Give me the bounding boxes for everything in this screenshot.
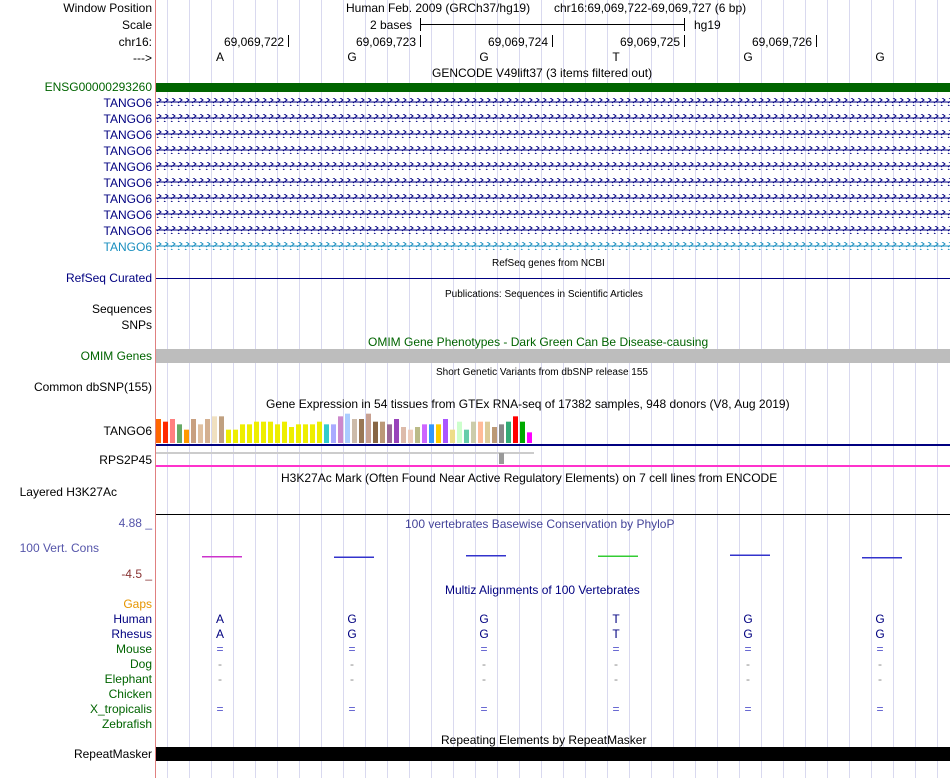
gtex-tissue-bar bbox=[401, 427, 406, 443]
alignment-base: - bbox=[350, 657, 354, 671]
alignment-base: = bbox=[876, 642, 884, 656]
gtex-tissue-bar bbox=[331, 424, 336, 443]
rps2p45-label[interactable]: RPS2P45 bbox=[99, 453, 152, 467]
tango6-label[interactable]: TANGO6 bbox=[103, 144, 152, 158]
gtex-tissue-bar bbox=[450, 430, 455, 443]
gtex-tissue-bar bbox=[177, 424, 182, 443]
gtex-tissue-bar bbox=[317, 422, 322, 443]
h3k27ac-track-title: H3K27Ac Mark (Often Found Near Active Regulatory Elements) on 7 cell lines from ENCODE bbox=[281, 471, 778, 485]
alignment-base: - bbox=[614, 657, 618, 671]
alignment-base: - bbox=[218, 672, 222, 686]
tango6-gene-line bbox=[156, 444, 950, 446]
rps-gene-bg bbox=[156, 452, 534, 454]
gtex-tissue-bar bbox=[282, 422, 287, 443]
chrom-label: chr16: bbox=[118, 35, 152, 49]
coordinate-tick bbox=[684, 35, 685, 47]
gtex-tissue-bar bbox=[303, 424, 308, 443]
omim-genes-label[interactable]: OMIM Genes bbox=[80, 349, 152, 363]
position-title: chr16:69,069,722-69,069,727 (6 bp) bbox=[554, 1, 747, 15]
species-label: Elephant bbox=[104, 672, 152, 686]
phylop-score-mark bbox=[334, 557, 374, 559]
alignment-base: = bbox=[744, 702, 752, 716]
rps2p45-gene-line bbox=[156, 465, 950, 467]
gtex-tissue-bar bbox=[205, 419, 210, 443]
omim-gene-bar[interactable] bbox=[156, 349, 950, 363]
cons-min-label: -4.5 _ bbox=[121, 567, 152, 581]
gtex-tissue-bar bbox=[373, 422, 378, 443]
phylop-conservation-plot[interactable] bbox=[156, 530, 950, 580]
gtex-tissue-bar bbox=[485, 422, 490, 443]
gtex-tissue-bar bbox=[429, 424, 434, 443]
gtex-tissue-bar bbox=[191, 419, 196, 443]
snps-label[interactable]: SNPs bbox=[121, 318, 152, 332]
coordinate-tick bbox=[816, 35, 817, 47]
scale-label: Scale bbox=[121, 18, 152, 32]
alignment-base: - bbox=[746, 657, 750, 671]
rps-expression-bar bbox=[499, 453, 504, 464]
gtex-tissue-bar bbox=[219, 416, 224, 443]
scale-bar bbox=[420, 24, 685, 25]
alignment-base: - bbox=[878, 657, 882, 671]
gtex-tissue-bar bbox=[408, 430, 413, 443]
sequence-base: G bbox=[479, 50, 489, 64]
sequence-base: G bbox=[347, 50, 357, 64]
tango6-label[interactable]: TANGO6 bbox=[103, 208, 152, 222]
alignment-base: T bbox=[612, 612, 620, 626]
gtex-tissue-bar bbox=[226, 430, 231, 443]
gtex-tissue-bar bbox=[338, 416, 343, 443]
gtex-tissue-bar bbox=[415, 427, 420, 443]
tango6-label[interactable]: TANGO6 bbox=[103, 112, 152, 126]
cons-max-label: 4.88 _ bbox=[118, 516, 152, 530]
phylop-score-mark bbox=[862, 557, 902, 559]
species-label: Zebrafish bbox=[101, 717, 152, 731]
gtex-tissue-bar bbox=[170, 419, 175, 443]
gtex-tissue-bar bbox=[352, 419, 357, 443]
tango6-transcript-line bbox=[156, 198, 950, 199]
refseq-line[interactable] bbox=[156, 278, 950, 279]
phylop-score-mark bbox=[466, 555, 506, 557]
coordinate-label: 69,069,725 bbox=[619, 35, 680, 49]
alignment-base: - bbox=[482, 657, 486, 671]
gtex-tissue-bar bbox=[198, 424, 203, 443]
species-label: Chicken bbox=[108, 687, 152, 701]
ensg-gene-label[interactable]: ENSG00000293260 bbox=[44, 80, 152, 94]
refseq-curated-label[interactable]: RefSeq Curated bbox=[65, 271, 152, 285]
ensg-gene-bar[interactable] bbox=[156, 83, 950, 92]
sequences-label[interactable]: Sequences bbox=[91, 302, 152, 316]
gtex-tissue-bar bbox=[184, 430, 189, 443]
gtex-tissue-bar bbox=[156, 419, 161, 443]
common-dbsnp-label[interactable]: Common dbSNP(155) bbox=[33, 380, 152, 394]
gtex-tissue-bar bbox=[506, 422, 511, 443]
phylop-score-mark bbox=[730, 555, 770, 557]
tango6-transcript-line bbox=[156, 182, 950, 183]
gtex-tissue-bar bbox=[492, 427, 497, 443]
alignment-base: T bbox=[612, 627, 620, 641]
alignment-base: - bbox=[614, 672, 618, 686]
coordinate-tick bbox=[288, 35, 289, 47]
alignment-base: G bbox=[347, 612, 357, 626]
alignment-base: - bbox=[878, 672, 882, 686]
alignment-base: G bbox=[875, 612, 885, 626]
repeatmasker-track-title: Repeating Elements by RepeatMasker bbox=[441, 733, 647, 747]
phylop-score-mark bbox=[598, 556, 638, 558]
coordinate-label: 69,069,724 bbox=[487, 35, 548, 49]
gtex-tissue-bar bbox=[268, 422, 273, 443]
tango6-transcript-line bbox=[156, 166, 950, 167]
tango6-label[interactable]: TANGO6 bbox=[103, 224, 152, 238]
scale-bar-tick-right bbox=[684, 18, 685, 31]
alignment-base: - bbox=[218, 657, 222, 671]
scale-bar-tick-left bbox=[420, 18, 421, 31]
alignment-base: = bbox=[216, 642, 224, 656]
gtex-tissue-bar bbox=[380, 422, 385, 443]
tango6-transcript-line bbox=[156, 102, 950, 103]
phylop-track-title: 100 vertebrates Basewise Conservation by PhyloP bbox=[405, 517, 675, 531]
vert-cons-label[interactable]: 100 Vert. Cons bbox=[19, 541, 99, 555]
window-position-label: Window Position bbox=[63, 1, 152, 15]
alignment-base: G bbox=[479, 627, 489, 641]
species-label: Rhesus bbox=[111, 627, 152, 641]
gencode-track-title: GENCODE V49lift37 (3 items filtered out) bbox=[432, 66, 653, 80]
gtex-tissue-bar bbox=[464, 430, 469, 443]
alignment-base: G bbox=[347, 627, 357, 641]
gaps-label: Gaps bbox=[123, 597, 152, 611]
tango6-label[interactable]: TANGO6 bbox=[103, 128, 152, 142]
tango6-transcript-line bbox=[156, 150, 950, 151]
gtex-tissue-bar bbox=[394, 419, 399, 443]
gtex-tissue-bar bbox=[240, 424, 245, 443]
refseq-track-title: RefSeq genes from NCBI bbox=[492, 258, 605, 269]
tango6-transcript-line bbox=[156, 230, 950, 231]
tango6-label[interactable]: TANGO6 bbox=[103, 176, 152, 190]
dbsnp-track-title: Short Genetic Variants from dbSNP release 155 bbox=[436, 367, 648, 378]
omim-track-title: OMIM Gene Phenotypes - Dark Green Can Be Disease-causing bbox=[368, 335, 709, 349]
gtex-tissue-bar bbox=[261, 422, 266, 443]
sequence-base: T bbox=[612, 50, 620, 64]
alignment-base: G bbox=[743, 627, 753, 641]
coordinate-label: 69,069,726 bbox=[751, 35, 812, 49]
alignment-base: G bbox=[875, 627, 885, 641]
alignment-base: = bbox=[348, 642, 356, 656]
gtex-tissue-bar bbox=[324, 424, 329, 443]
gtex-tissue-bar bbox=[436, 424, 441, 443]
alignment-base: G bbox=[743, 612, 753, 626]
species-label: X_tropicalis bbox=[89, 702, 152, 716]
alignment-base: = bbox=[480, 702, 488, 716]
alignment-base: = bbox=[876, 702, 884, 716]
gtex-tissue-bar bbox=[422, 424, 427, 443]
track-image[interactable] bbox=[156, 0, 950, 778]
sequence-base: G bbox=[875, 50, 885, 64]
phylop-score-mark bbox=[202, 556, 242, 558]
gtex-tissue-bar bbox=[296, 424, 301, 443]
species-label: Dog bbox=[129, 657, 152, 671]
tango6-label[interactable]: TANGO6 bbox=[103, 240, 152, 254]
sequence-base: G bbox=[743, 50, 753, 64]
gtex-tissue-bar bbox=[310, 424, 315, 443]
multiz-track-title: Multiz Alignments of 100 Vertebrates bbox=[445, 583, 640, 597]
gtex-tissue-bar bbox=[289, 427, 294, 443]
alignment-base: - bbox=[350, 672, 354, 686]
alignment-base: G bbox=[479, 612, 489, 626]
tango6-label[interactable]: TANGO6 bbox=[103, 192, 152, 206]
publications-track-title: Publications: Sequences in Scientific Articles bbox=[445, 289, 643, 300]
assembly-db-label: hg19 bbox=[694, 18, 721, 32]
gtex-tissue-bar bbox=[513, 416, 518, 443]
gtex-track-title: Gene Expression in 54 tissues from GTEx RNA-seq of 17382 samples, 948 donors (V8, Aug 2019) bbox=[266, 397, 790, 411]
tango6-transcripts[interactable] bbox=[156, 96, 950, 256]
coordinate-tick bbox=[420, 35, 421, 47]
species-label: Mouse bbox=[115, 642, 152, 656]
alignment-base: = bbox=[348, 702, 356, 716]
tango6-label[interactable]: TANGO6 bbox=[103, 160, 152, 174]
gtex-tissue-bar bbox=[499, 424, 504, 443]
gtex-tissue-bar bbox=[247, 424, 252, 443]
alignment-base: A bbox=[215, 627, 224, 641]
gtex-tissue-bar bbox=[478, 422, 483, 443]
alignment-base: - bbox=[482, 672, 486, 686]
scale-bar-label: 2 bases bbox=[370, 18, 413, 32]
assembly-title: Human Feb. 2009 (GRCh37/hg19) bbox=[346, 1, 531, 15]
repeatmasker-bar[interactable] bbox=[156, 747, 950, 761]
species-label: Human bbox=[113, 612, 152, 626]
tango6-transcript-line bbox=[156, 134, 950, 135]
gtex-tissue-bar bbox=[520, 422, 525, 443]
strand-arrow-label: ---> bbox=[133, 51, 152, 65]
gtex-tissue-bar bbox=[471, 422, 476, 443]
alignment-base: A bbox=[215, 612, 224, 626]
tango6-transcript-line bbox=[156, 118, 950, 119]
tango6-transcript-line bbox=[156, 246, 950, 247]
gtex-tissue-bar bbox=[366, 414, 371, 443]
alignment-base: = bbox=[612, 642, 620, 656]
gtex-tissue-bar bbox=[163, 422, 168, 443]
alignment-base: = bbox=[480, 642, 488, 656]
gtex-tissue-bar bbox=[527, 432, 532, 443]
h3k27ac-baseline bbox=[156, 514, 950, 515]
gtex-tissue-bar bbox=[359, 419, 364, 443]
gtex-tissue-bar bbox=[443, 419, 448, 443]
coordinate-label: 69,069,722 bbox=[223, 35, 284, 49]
gtex-tissue-bar bbox=[254, 422, 259, 443]
alignment-base: - bbox=[746, 672, 750, 686]
repeatmasker-label[interactable]: RepeatMasker bbox=[73, 747, 152, 761]
coordinate-tick bbox=[552, 35, 553, 47]
gtex-tissue-bar bbox=[457, 422, 462, 443]
coordinate-label: 69,069,723 bbox=[355, 35, 416, 49]
h3k27ac-label[interactable]: Layered H3K27Ac bbox=[19, 485, 117, 499]
tango6-transcript-line bbox=[156, 214, 950, 215]
gtex-tissue-bar bbox=[275, 424, 280, 443]
gtex-tissue-bar bbox=[387, 424, 392, 443]
tango6-label[interactable]: TANGO6 bbox=[103, 96, 152, 110]
track-label-column bbox=[0, 0, 155, 778]
gtex-tissue-bar bbox=[345, 414, 350, 443]
alignment-base: = bbox=[744, 642, 752, 656]
gtex-gene-label[interactable]: TANGO6 bbox=[103, 424, 152, 438]
gtex-tissue-bar bbox=[212, 416, 217, 443]
alignment-base: = bbox=[216, 702, 224, 716]
gtex-tissue-bar bbox=[233, 430, 238, 443]
gtex-expression-chart[interactable] bbox=[156, 410, 950, 470]
sequence-base: A bbox=[215, 50, 224, 64]
alignment-base: = bbox=[612, 702, 620, 716]
